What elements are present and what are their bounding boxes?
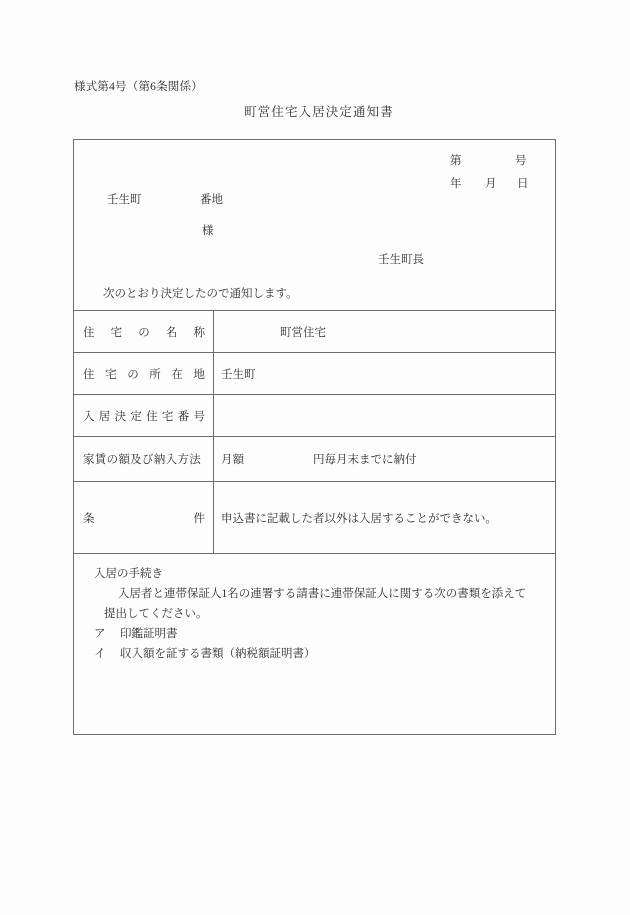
list-marker: イ [94,648,106,660]
table-row-housing-location [74,353,555,395]
notes-list-item [94,624,543,644]
list-item-text: 収入額を証する書類（納税額証明書） [120,648,316,660]
application-procedure-notes [74,554,555,664]
row-label-rent [74,437,214,481]
table-row-housing-name [74,311,555,353]
label-char: 決 [114,410,127,423]
label-char: 住 [146,410,158,423]
housing-location-value: 壬生町 [221,368,256,381]
label-char: 宅 [161,410,174,423]
label-char: 号 [193,410,205,423]
row-label-housing-name [74,311,214,352]
row-label-conditions [74,482,214,553]
housing-name-value: 町営住宅 [280,326,326,339]
row-value-conditions[interactable] [214,482,555,553]
label-char: 住 [83,368,95,381]
label-char: 条 [83,512,95,525]
notes-body-line-2: 提出してください。 [104,608,208,620]
list-item-text: 印鑑証明書 [120,628,178,640]
label-char: 宅 [105,368,117,381]
addressee-town: 壬生町 [107,194,142,206]
row-value-rent[interactable] [214,437,555,481]
rent-payment-terms: 円毎月末までに納付 [313,454,417,466]
label-char: 宅 [110,326,123,339]
date-month-label: 月 [485,178,497,190]
list-marker: ア [94,628,106,640]
notes-body-line-1: 入居者と連帯保証人1名の連署する請書に連帯保証人に関する次の書類を添えて [118,588,527,600]
row-label-housing-location [74,353,214,394]
issuer-name: 壬生町長 [378,254,424,266]
label-char: 地 [193,368,205,381]
row-value-housing-number[interactable] [214,395,555,436]
form-code-label: 様式第4号（第6条関係） [74,81,203,93]
date-year-label: 年 [450,178,462,190]
label-char: の [127,368,139,381]
document-number-prefix: 第 [450,155,462,167]
label-char: 名 [165,326,178,339]
notes-list-item [94,644,543,664]
issuance-block [74,140,555,311]
label-char: の [138,326,150,339]
label-char: 入 [83,410,95,423]
label-char: 番 [177,410,190,423]
conditions-value: 申込書に記載した者以外は入居することができない。 [221,512,497,525]
label-char: 所 [149,368,161,381]
addressee-honorific: 様 [202,225,214,237]
form-frame [73,139,556,735]
document-title: 町営住宅入居決定通知書 [244,105,394,119]
table-row-rent [74,437,555,482]
table-row-conditions [74,482,555,554]
label-char: 居 [98,410,111,423]
date-day-label: 日 [517,178,529,190]
addressee-banchi: 番地 [200,194,223,206]
row-label-housing-number [74,395,214,436]
document-number-suffix: 号 [515,155,527,167]
label-char: 称 [193,326,205,339]
label-char: 在 [171,368,183,381]
row-value-housing-name[interactable] [214,311,555,352]
notice-sentence: 次のとおり決定したので通知します。 [103,288,298,300]
notes-heading: 入居の手続き [94,568,163,580]
label-char: 住 [83,326,95,339]
rent-monthly-label: 月額 [221,454,244,466]
rent-label-text: 家賃の額及び納入方法 [83,454,201,466]
label-char: 定 [130,410,142,423]
table-row-housing-number [74,395,555,437]
row-value-housing-location[interactable] [214,353,555,394]
label-char: 件 [193,512,205,525]
